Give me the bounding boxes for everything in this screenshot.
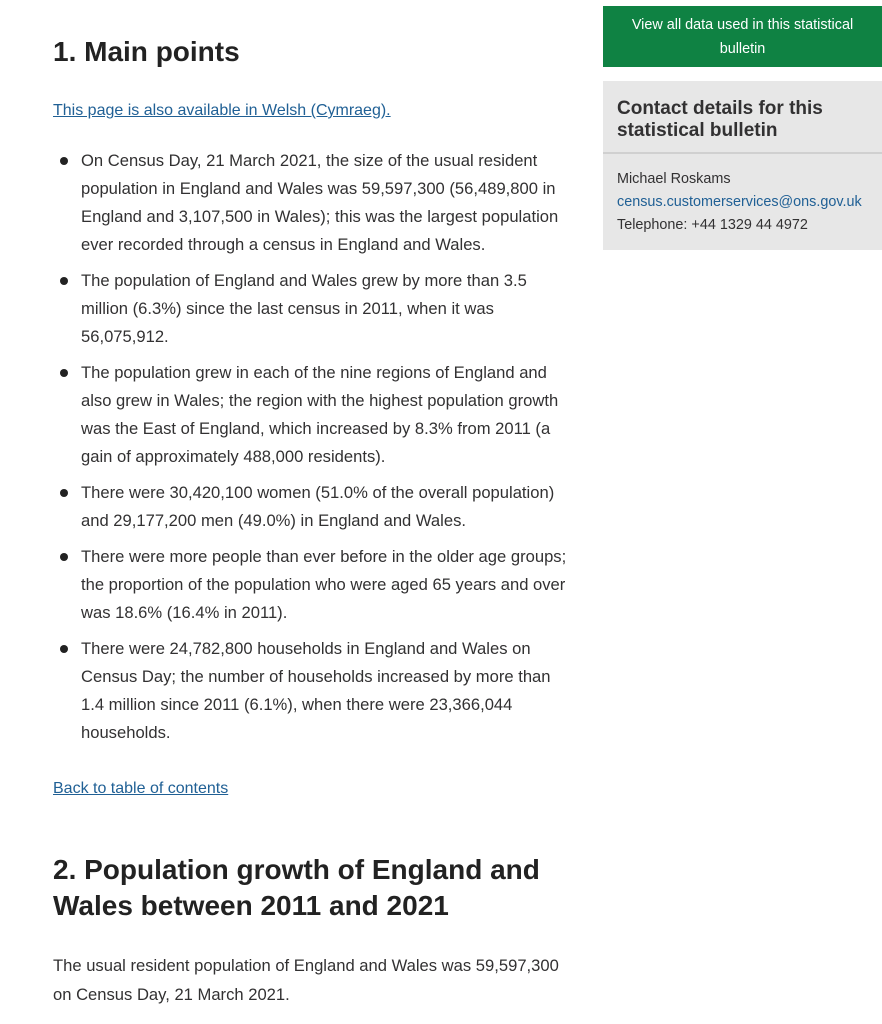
list-item (53, 543, 578, 627)
bullet-icon (60, 277, 68, 285)
contact-details-panel (603, 81, 882, 250)
list-item (53, 267, 578, 351)
list-item-text: On Census Day, 21 March 2021, the size of the usual resident population in England and Wales was 59,597,300 (56,489,800 in England and 3,107,500 in Wales); this was the largest population ever recorded through a census in England and Wales. (81, 151, 559, 254)
main-points-list (53, 147, 578, 755)
list-item (53, 147, 578, 259)
section-heading-population-growth: 2. Population growth of England and Wales between 2011 and 2021 (53, 854, 540, 921)
contact-phone: Telephone: +44 1329 44 4972 (617, 217, 808, 233)
sidebar (603, 6, 882, 250)
contact-panel-body (603, 154, 882, 237)
welsh-language-link[interactable]: This page is also available in Welsh (Cymraeg). (53, 102, 391, 119)
list-item-text: The population of England and Wales grew by more than 3.5 million (6.3%) since the last census in 2011, when it was 56,075,912. (81, 271, 527, 346)
contact-panel-title: Contact details for this statistical bulletin (603, 81, 882, 154)
list-item-text: The population grew in each of the nine regions of England and also grew in Wales; the region with the highest population growth was the East of England, which increased by 8.3% from 2011 (a gain of approximately 488,000 residents). (81, 363, 559, 466)
bullet-icon (60, 369, 68, 377)
back-to-contents-link[interactable]: Back to table of contents (53, 780, 229, 797)
bullet-icon (60, 553, 68, 561)
bullet-icon (60, 489, 68, 497)
view-all-data-button[interactable]: View all data used in this statistical bulletin (603, 6, 882, 67)
list-item (53, 479, 578, 535)
section-heading-main-points: 1. Main points (53, 36, 240, 67)
list-item-text: There were 30,420,100 women (51.0% of the overall population) and 29,177,200 men (49.0%) in England and Wales. (81, 483, 555, 530)
list-item-text: There were more people than ever before in the older age groups; the proportion of the population who were aged 65 years and over was 18.6% (16.4% in 2011). (81, 547, 567, 622)
contact-name: Michael Roskams (617, 171, 731, 187)
list-item-text: There were 24,782,800 households in England and Wales on Census Day; the number of households increased by more than 1.4 million since 2011 (6.1%), when there were 23,366,044 households. (81, 639, 551, 742)
body-paragraph: The usual resident population of England and Wales was 59,597,300 on Census Day, 21 March 2021. (53, 956, 559, 1004)
contact-email-link[interactable]: census.customerservices@ons.gov.uk (617, 194, 862, 210)
list-item (53, 359, 578, 471)
list-item (53, 635, 578, 747)
bullet-icon (60, 157, 68, 165)
bullet-icon (60, 645, 68, 653)
